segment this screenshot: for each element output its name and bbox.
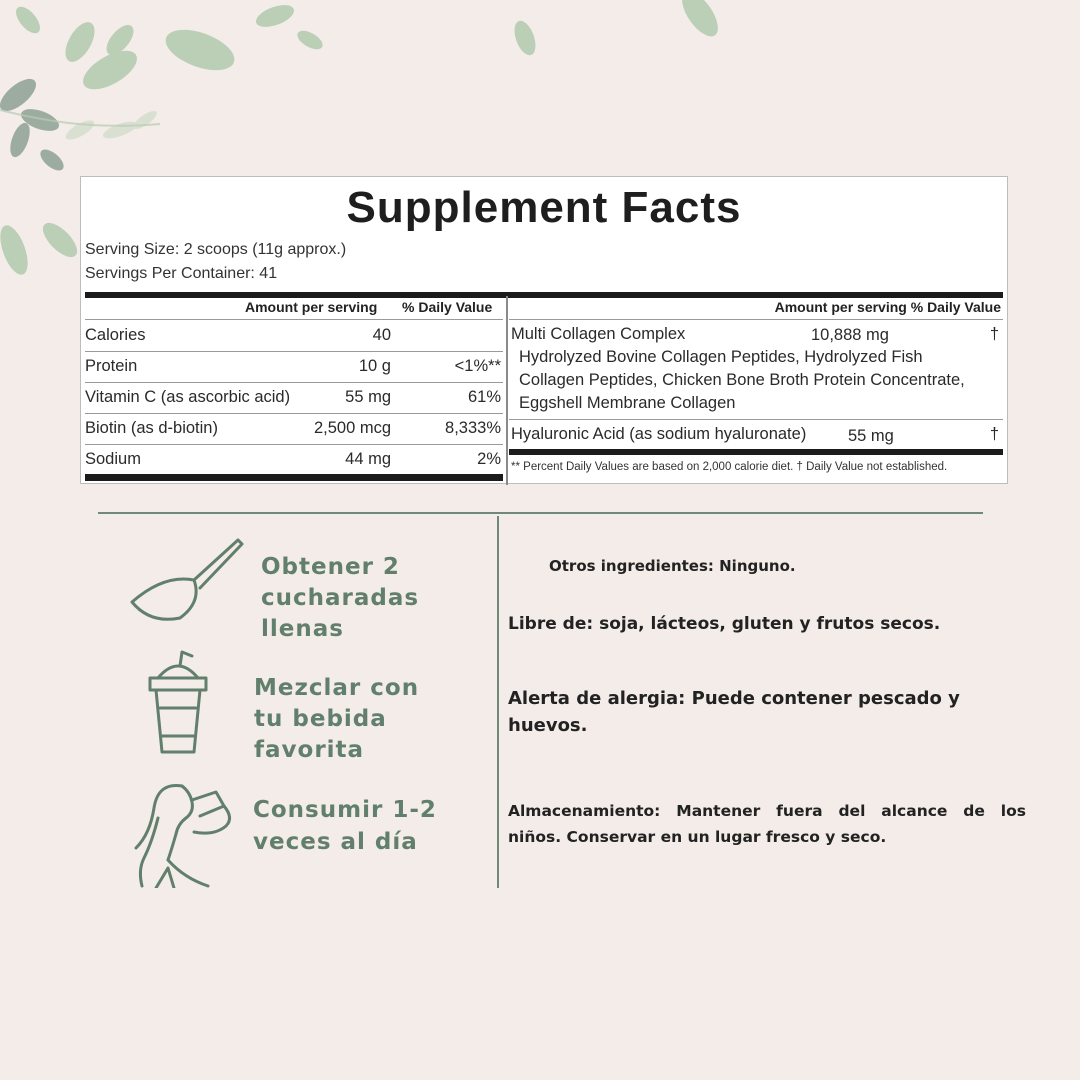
almacenamiento <box>508 798 1026 850</box>
right-header: Amount per serving % Daily Value <box>774 299 1001 315</box>
facts-title: Supplement Facts <box>346 183 742 232</box>
nutrient-dv: 61% <box>467 388 501 406</box>
libre-de: Libre de: soja, lácteos, gluten y frutos secos. <box>508 614 941 634</box>
hyaluronic-amount: 55 mg <box>848 427 894 445</box>
hyaluronic-dv: † <box>989 425 999 443</box>
step-line: Obtener 2 <box>261 554 400 580</box>
woman-drinking-icon <box>128 778 258 888</box>
nutrient-row-biotin <box>85 413 503 445</box>
left-bottom-bar <box>85 474 503 481</box>
nutrient-row-vitamin-c <box>85 382 503 414</box>
complex-dv: † <box>989 325 999 343</box>
scoop-icon <box>128 532 246 624</box>
serving-size: Serving Size: 2 scoops (11g approx.) <box>85 241 347 258</box>
column-divider <box>506 296 508 485</box>
supplement-facts-panel <box>80 176 1008 484</box>
almacen-line: Almacenamiento: Mantener fuera del alcance de los <box>508 802 1026 820</box>
nutrient-amount: 44 mg <box>345 450 391 468</box>
nutrient-name: Vitamin C (as ascorbic acid) <box>85 388 291 406</box>
step-line: Consumir 1-2 <box>253 797 437 823</box>
complex-ingredients-line: Eggshell Membrane Collagen <box>519 394 736 412</box>
complex-name: Multi Collagen Complex <box>511 325 686 343</box>
alerta-line: huevos. <box>508 715 588 736</box>
step-consume-text <box>253 794 437 858</box>
step-scoop-text <box>261 552 419 645</box>
nutrient-name: Biotin (as d-biotin) <box>85 419 218 437</box>
nutrient-dv: 8,333% <box>445 419 501 437</box>
nutrient-row-sodium <box>85 444 503 475</box>
nutrient-amount: 55 mg <box>345 388 391 406</box>
nutrient-name: Sodium <box>85 450 141 468</box>
step-line: favorita <box>254 737 365 763</box>
alerta-alergia <box>508 685 960 739</box>
step-line: Mezclar con <box>254 675 420 701</box>
nutrient-amount: 10 g <box>358 357 391 375</box>
left-dv-header: % Daily Value <box>402 299 493 315</box>
servings-per-container: Servings Per Container: 41 <box>85 265 278 282</box>
step-line: veces al día <box>253 829 418 855</box>
alerta-line: Alerta de alergia: Puede contener pescado y <box>508 688 960 709</box>
almacen-line: niños. Conservar en un lugar fresco y seco. <box>508 828 887 846</box>
complex-ingredients-line: Collagen Peptides, Chicken Bone Broth Protein Concentrate, <box>519 371 965 389</box>
otros-ingredientes: Otros ingredientes: Ninguno. <box>549 557 796 575</box>
nutrient-dv: 2% <box>477 450 501 468</box>
complex-amount: 10,888 mg <box>811 326 889 344</box>
step-mix-text <box>254 673 419 766</box>
nutrient-amount: 2,500 mcg <box>313 419 391 437</box>
right-row-divider <box>509 319 1003 320</box>
right-row-divider <box>509 419 1003 420</box>
nutrient-name: Protein <box>85 357 138 375</box>
nutrient-name: Calories <box>85 326 146 344</box>
drink-cup-icon <box>142 650 214 756</box>
step-line: tu bebida <box>254 706 387 732</box>
facts-footnote: ** Percent Daily Values are based on 2,000 calorie diet. † Daily Value not established. <box>511 461 948 473</box>
step-line: cucharadas <box>261 585 420 611</box>
left-amount-header: Amount per serving <box>245 299 378 315</box>
nutrient-amount: 40 <box>372 326 391 344</box>
column-divider-lower <box>497 516 499 888</box>
nutrient-dv: <1%** <box>454 357 501 375</box>
nutrient-row-protein <box>85 351 503 383</box>
step-line: llenas <box>261 616 344 642</box>
right-bottom-bar <box>509 449 1003 455</box>
header-divider <box>85 292 1003 298</box>
complex-ingredients-line: Hydrolyzed Bovine Collagen Peptides, Hydrolyzed Fish <box>519 348 923 366</box>
section-divider <box>98 512 983 514</box>
hyaluronic-name: Hyaluronic Acid (as sodium hyaluronate) <box>511 425 807 443</box>
nutrient-row-calories <box>85 319 503 352</box>
